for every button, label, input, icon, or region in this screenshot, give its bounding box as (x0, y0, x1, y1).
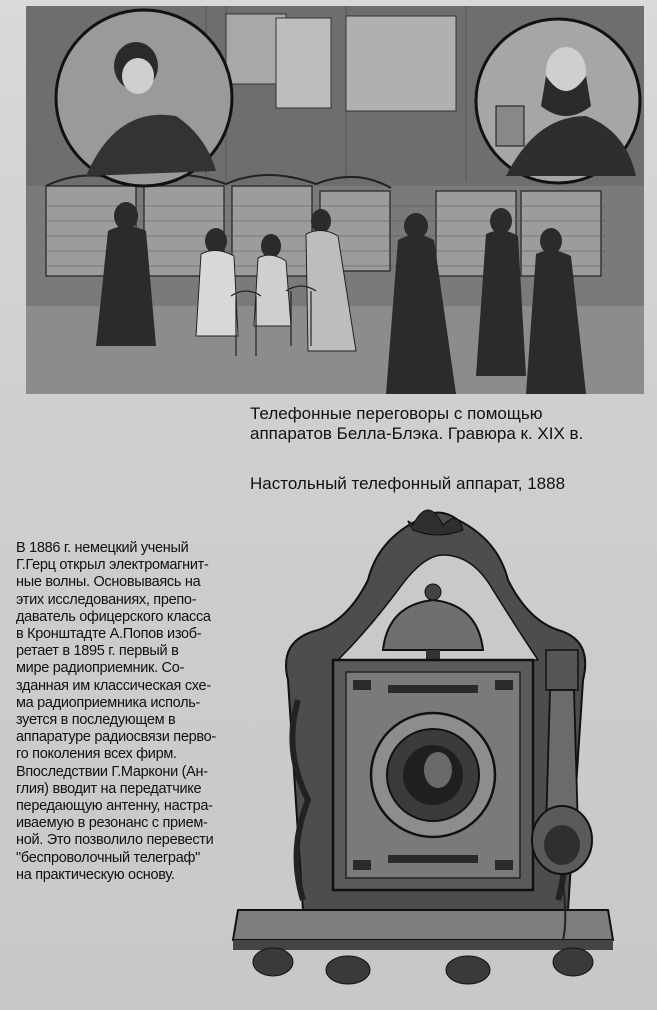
telephone-caption: Настольный телефонный аппарат, 1888 (250, 474, 566, 493)
text-line: ма радиоприемника исполь- (16, 694, 201, 711)
text-line: аппаратуре радиосвязи перво- (16, 729, 216, 746)
text-line: в Кронштадте А.Попов изоб- (16, 626, 202, 643)
text-line: Впоследствии Г.Маркони (Ан- (16, 763, 208, 780)
text-line: зуется в последующем в (16, 712, 176, 729)
text-line: зданная им классическая схе- (16, 677, 211, 694)
telephone-exchange-engraving (26, 6, 644, 394)
text-line: глия) вводит на передатчике (16, 780, 202, 797)
text-line: даватель офицерского класса (16, 608, 211, 625)
text-line: мире радиоприемник. Со- (16, 660, 184, 677)
text-line: иваемую в резонанс с прием- (16, 815, 208, 832)
caption-line: Телефонные переговоры с помощью (250, 404, 543, 423)
desk-telephone-engraving (228, 500, 623, 1000)
text-line: на практическую основу. (16, 866, 175, 883)
text-line: го поколения всех фирм. (16, 746, 177, 763)
engraving-caption (250, 404, 650, 444)
text-line: ной. Это позволило перевести (16, 832, 214, 849)
text-line: ные волны. Основываясь на (16, 574, 201, 591)
text-line: ретает в 1895 г. первый в (16, 643, 179, 660)
text-line: "беспроволочный телеграф" (16, 849, 200, 866)
text-line: Г.Герц открыл электромагнит- (16, 557, 209, 574)
text-line: этих исследованиях, препо- (16, 591, 197, 608)
caption-line: аппаратов Белла-Блэка. Гравюра к. XIX в. (250, 424, 584, 443)
text-line: В 1886 г. немецкий ученый (16, 540, 189, 556)
radio-history-text (16, 540, 236, 884)
text-line: передающую антенну, настра- (16, 798, 213, 815)
